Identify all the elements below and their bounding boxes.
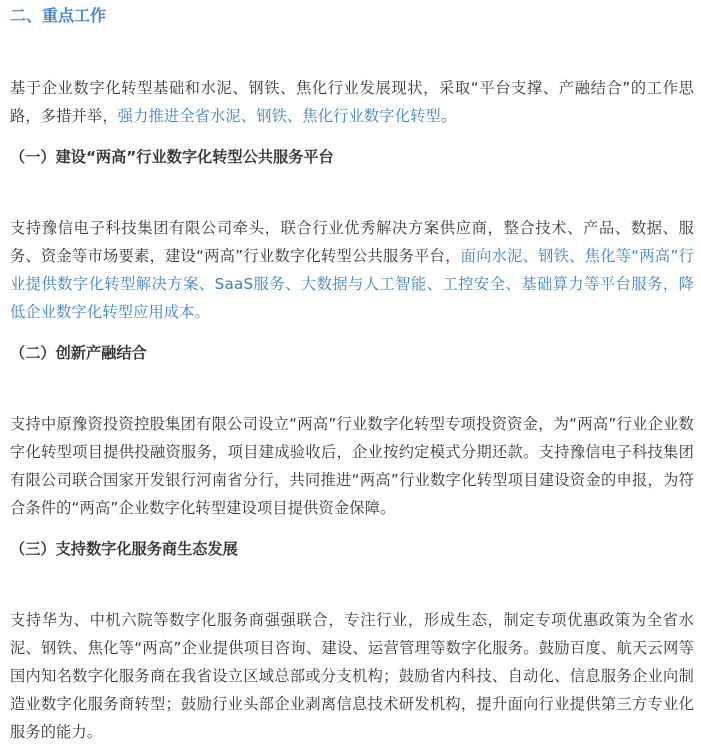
intro-highlight: 强力推进全省水泥、钢铁、焦化行业数字化转型 xyxy=(117,107,441,126)
paragraph-highlight: 面向水泥、钢铁、焦化等“两高”行业提供数字化转型解决方案、SaaS服务、大数据与人工智能、工控安全、基础算力等平台服务，降低企业数字化转型应用成本。 xyxy=(10,247,694,322)
paragraph-text: 支持中原豫资投资控股集团有限公司设立“两高”行业数字化转型专项投资资金，为“两高”行业企业数字化转型项目提供投融资服务，项目建成验收后，企业按约定模式分期还款。支持豫信电子科技集团有限公司联合国家开发银行河南省分行，共同推进“两高”行业数字化转型项目建设资金的申报，为符合条件的“两高”企业数字化转型建设项目提供资金保障。 xyxy=(10,415,694,518)
subsection-paragraph-3 xyxy=(10,606,694,746)
section-title: 二、重点工作 xyxy=(10,6,107,25)
intro-end: 。 xyxy=(440,107,457,126)
subsection-paragraph-2 xyxy=(10,410,694,522)
subsection-heading-3: （三）支持数字化服务商生态发展 xyxy=(10,540,238,558)
intro-text: 基于企业数字化转型基础和水泥、钢铁、焦化行业发展现状，采取“平台支撑、产融结合”的工作思路，多措并举， xyxy=(10,79,694,126)
intro-paragraph xyxy=(10,74,694,130)
paragraph-text: 支持华为、中机六院等数字化服务商强强联合，专注行业，形成生态，制定专项优惠政策为全省水泥、钢铁、焦化等“两高”企业提供项目咨询、建设、运营管理等数字化服务。鼓励百度、航天云网等国内知名数字化服务商在我省设立区域总部或分支机构；鼓励省内科技、自动化、信息服务企业向制造业数字化服务商转型；鼓励行业头部企业剥离信息技术研发机构，提升面向行业提供第三方专业化服务的能力。 xyxy=(10,611,694,742)
subsection-paragraph-1 xyxy=(10,214,694,326)
subsection-heading-2: （二）创新产融结合 xyxy=(10,344,147,362)
paragraph-text: 支持豫信电子科技集团有限公司牵头，联合行业优秀解决方案供应商，整合技术、产品、数据、服务、资金等市场要素，建设“两高”行业数字化转型公共服务平台， xyxy=(10,219,694,266)
subsection-heading-1: （一）建设“两高”行业数字化转型公共服务平台 xyxy=(10,148,334,166)
